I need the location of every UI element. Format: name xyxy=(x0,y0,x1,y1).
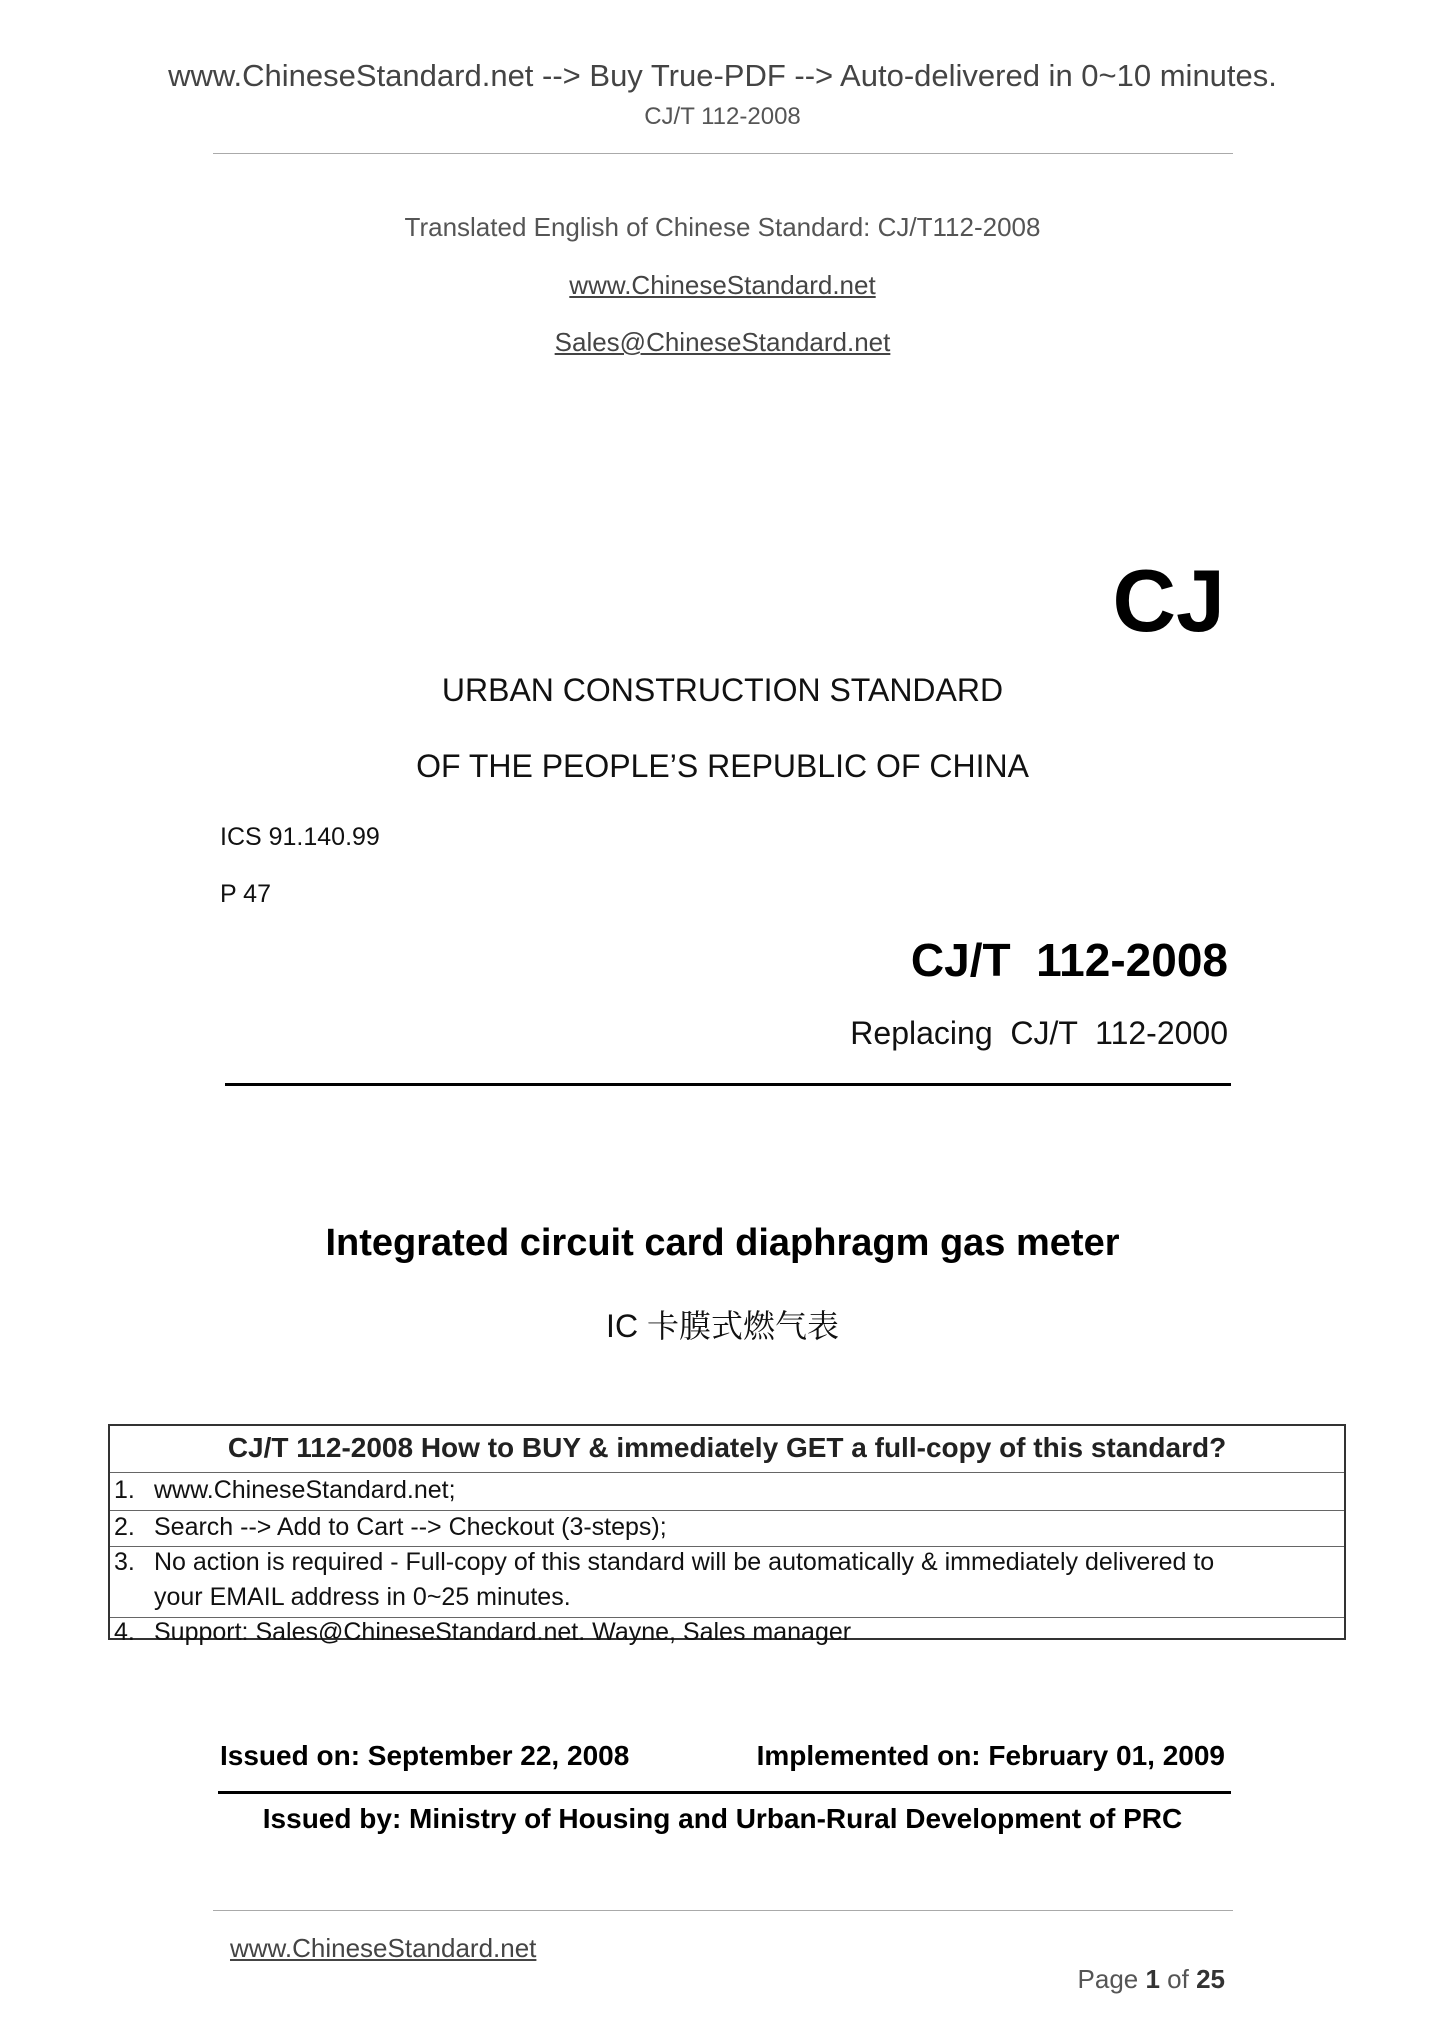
purchase-info-box xyxy=(108,1424,1346,1646)
page-number: Page 1 of 25 xyxy=(1077,1964,1225,1994)
purchase-heading: CJ/T 112-2008 How to BUY & immediately GET a full-copy of this standard? xyxy=(227,1432,1227,1463)
header-banner: www.ChineseStandard.net --> Buy True-PDF --> Auto-delivered in 0~10 minutes. xyxy=(168,58,1277,93)
purchase-item-4: 4. Support: Sales@ChineseStandard.net. Wayne, Sales manager xyxy=(114,1618,852,1646)
issued-on: Issued on: September 22, 2008 xyxy=(220,1740,630,1771)
replacing-standard: Replacing CJ/T 112-2000 xyxy=(850,1015,1228,1051)
ics-code: ICS 91.140.99 xyxy=(220,823,380,851)
masthead-divider xyxy=(225,1083,1231,1086)
box-divider xyxy=(110,1546,1344,1547)
box-divider xyxy=(110,1510,1344,1511)
cj-logo: CJ xyxy=(1112,551,1225,650)
purchase-item-3-continued: your EMAIL address in 0~25 minutes. xyxy=(154,1583,571,1611)
email-link[interactable]: Sales@ChineseStandard.net xyxy=(554,327,891,357)
page-total: 25 xyxy=(1196,1964,1225,1994)
english-title: Integrated circuit card diaphragm gas meter xyxy=(325,1222,1120,1264)
header-code: CJ/T 112-2008 xyxy=(644,103,801,130)
page-current: 1 xyxy=(1145,1964,1160,1994)
issued-by: Issued by: Ministry of Housing and Urban-Rural Development of PRC xyxy=(262,1803,1183,1834)
masthead-line-1: URBAN CONSTRUCTION STANDARD xyxy=(441,672,1004,708)
purchase-item-3: 3. No action is required - Full-copy of this standard will be automatically & immediately delivered to xyxy=(114,1548,1215,1576)
website-link[interactable]: www.ChineseStandard.net xyxy=(569,270,876,300)
p-code: P 47 xyxy=(220,880,271,908)
masthead-line-2: OF THE PEOPLE’S REPUBLIC OF CHINA xyxy=(416,748,1029,784)
translated-line: Translated English of Chinese Standard: CJ/T112-2008 xyxy=(404,212,1041,242)
implemented-on: Implemented on: February 01, 2009 xyxy=(756,1740,1225,1771)
standard-number: CJ/T 112-2008 xyxy=(910,934,1228,986)
footer-divider xyxy=(213,1910,1233,1911)
footer-website-link[interactable]: www.ChineseStandard.net xyxy=(230,1933,537,1963)
header-divider xyxy=(213,153,1233,154)
dates-divider xyxy=(218,1791,1231,1794)
purchase-item-1: 1. www.ChineseStandard.net; xyxy=(114,1476,456,1504)
purchase-item-2: 2. Search --> Add to Cart --> Checkout (3-steps); xyxy=(114,1513,667,1541)
box-divider xyxy=(110,1472,1344,1473)
chinese-title: IC 卡膜式燃气表 xyxy=(606,1308,839,1344)
